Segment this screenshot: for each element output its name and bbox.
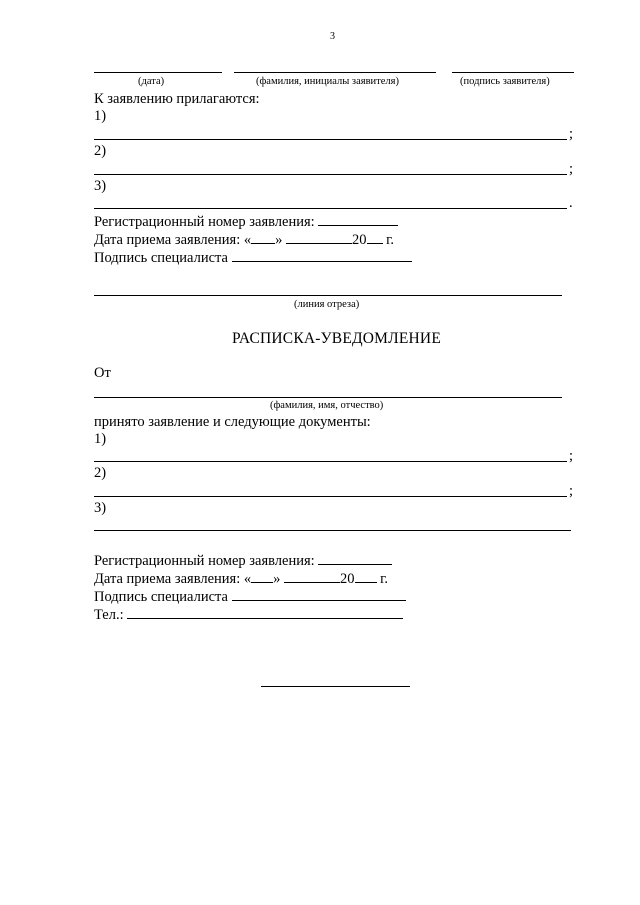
attachment-number-3: 3): [94, 178, 107, 194]
receipt-title: РАСПИСКА-УВЕДОМЛЕНИЕ: [232, 330, 441, 347]
specialist-row: [94, 249, 412, 266]
attachments-heading: К заявлению прилагаются:: [94, 91, 260, 107]
receipt-item-line-2[interactable]: [94, 496, 567, 497]
attachment-line-1[interactable]: [94, 139, 567, 140]
receipt-fio-caption: (фамилия, имя, отчество): [270, 400, 384, 411]
reg-number-label: Регистрационный номер заявления:: [94, 214, 315, 230]
receipt-year-field[interactable]: [355, 570, 377, 583]
reg-number-row: [94, 213, 398, 230]
attachment-line-3[interactable]: [94, 208, 567, 209]
applicant-signature-line[interactable]: [452, 72, 574, 73]
attachment-line-2[interactable]: [94, 174, 567, 175]
receipt-month-field[interactable]: [284, 570, 340, 583]
receive-month-field[interactable]: [286, 231, 352, 244]
receipt-reg-number-field[interactable]: [318, 552, 392, 565]
receipt-year-prefix: 20: [340, 571, 355, 587]
receipt-year-suffix: г.: [380, 571, 389, 587]
specialist-signature-field[interactable]: [232, 249, 412, 262]
receipt-item-line-1[interactable]: [94, 461, 567, 462]
applicant-signature-caption: (подпись заявителя): [460, 76, 550, 87]
receipt-day-field[interactable]: [251, 570, 273, 583]
page-number: 3: [330, 31, 335, 42]
closing-separator: [261, 686, 410, 687]
date-line[interactable]: [94, 72, 222, 73]
receipt-phone-label: Тел.:: [94, 607, 124, 623]
attachment-end-1: ;: [569, 126, 574, 142]
receipt-specialist-label: Подпись специалиста: [94, 589, 228, 605]
attachment-number-1: 1): [94, 108, 107, 124]
receipt-reg-number-row: [94, 552, 392, 569]
attachment-end-3: .: [569, 195, 573, 211]
receipt-item-number-1: 1): [94, 431, 107, 447]
receipt-date-label: Дата приема заявления: «: [94, 571, 252, 587]
cut-line-caption: (линия отреза): [294, 299, 360, 310]
receipt-phone-field[interactable]: [127, 606, 403, 619]
applicant-name-caption: (фамилия, инициалы заявителя): [256, 76, 399, 87]
receipt-item-number-2: 2): [94, 465, 107, 481]
receipt-item-end-2: ;: [569, 483, 574, 499]
receive-date-close: »: [275, 232, 283, 248]
receive-year-suffix: г.: [386, 232, 395, 248]
receipt-from-label: От: [94, 365, 111, 381]
receipt-phone-row: [94, 606, 403, 623]
receipt-specialist-field[interactable]: [232, 588, 406, 601]
receipt-item-line-3[interactable]: [94, 530, 571, 531]
receipt-date-close: »: [273, 571, 281, 587]
receive-year-field[interactable]: [367, 231, 383, 244]
cut-line: [94, 295, 562, 296]
reg-number-field[interactable]: [318, 213, 398, 226]
receipt-accepted-text: принято заявление и следующие документы:: [94, 414, 371, 430]
receive-date-label: Дата приема заявления: «: [94, 232, 252, 248]
receipt-fio-line[interactable]: [94, 397, 562, 398]
receipt-specialist-row: [94, 588, 406, 605]
receipt-item-end-1: ;: [569, 448, 574, 464]
attachment-number-2: 2): [94, 143, 107, 159]
receive-day-field[interactable]: [251, 231, 275, 244]
receipt-item-number-3: 3): [94, 500, 107, 516]
receipt-reg-number-label: Регистрационный номер заявления:: [94, 553, 315, 569]
date-caption: (дата): [138, 76, 165, 87]
applicant-name-line[interactable]: [234, 72, 436, 73]
receive-date-row: [94, 231, 394, 248]
receipt-date-row: [94, 570, 388, 587]
attachment-end-2: ;: [569, 161, 574, 177]
receive-year-prefix: 20: [352, 232, 367, 248]
specialist-label: Подпись специалиста: [94, 250, 228, 266]
